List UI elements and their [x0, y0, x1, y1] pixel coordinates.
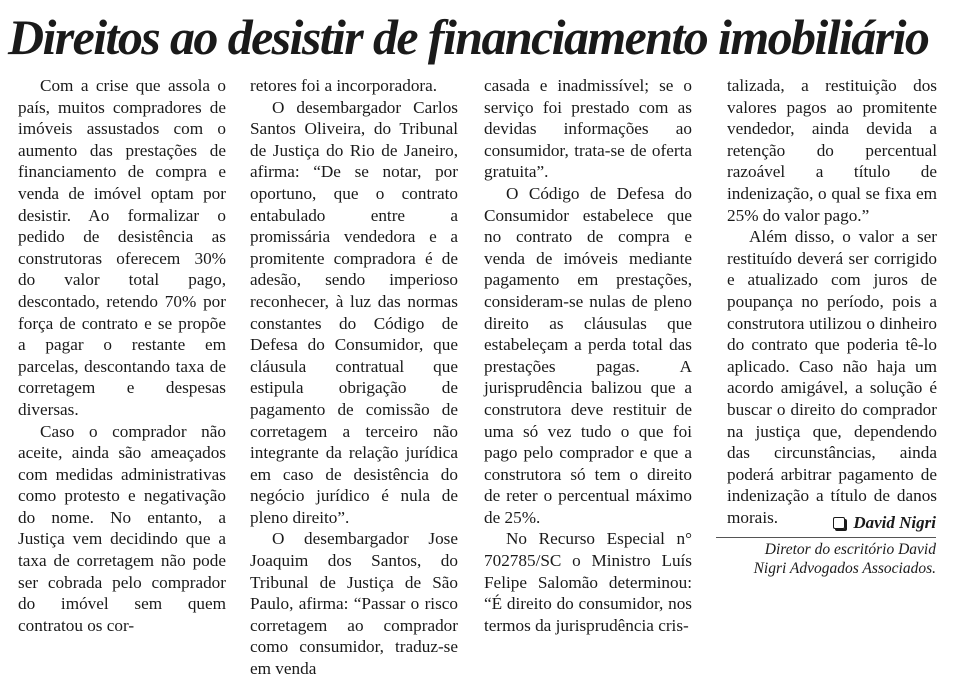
paragraph-continuation: talizada, a restituição dos valores pagos ao promitente vendedor, ainda devida a retenção do percentual razoável a título de indenização, o qual se fixa em 25% do valor pago.” [727, 76, 937, 225]
author-signature [716, 512, 936, 578]
paragraph-continuation: casada e inadmissível; se o serviço foi prestado com as devidas informações ao consumidor, trata-se de oferta gratuita”. [484, 76, 692, 182]
paragraph: Com a crise que assola o país, muitos compradores de imóveis assustados com o aumento das prestações de financiamento de compra e venda de imóvel optam por desistir. Ao formalizar o pedido de desistência as construtoras oferecem 30% do valor total pago, descontado, retendo 70% por força de contrato e se propõe a pagar o restante em parcelas, descontando taxa de corretagem e despesas diversas. [18, 76, 226, 419]
paragraph: O Código de Defesa do Consumidor estabelece que no contrato de compra e venda de imóveis mediante pagamento em prestações, consideram-se nulas de pleno direito as cláusulas que estabeleçam a perda total das prestações pagas. A jurisprudência balizou que a construtora deve restituir de uma só vez tudo o que foi pago pelo comprador e que a construtora só tem o direito de reter o percentual máximo de 25%. [484, 183, 692, 527]
article-column-4 [727, 75, 937, 528]
paragraph: O desembargador Jose Joaquim dos Santos, do Tribunal de Justiça de São Paulo, afirma: “Passar o risco corretagem ao comprador como consumidor, traduz-se em venda [250, 529, 458, 679]
article-headline: Direitos ao desistir de financiamento imobiliário [8, 9, 929, 65]
article-column-3 [484, 75, 692, 636]
author-title-line-2: Nigri Advogados Associados. [753, 560, 936, 577]
checkbox-bullet-icon [833, 517, 845, 529]
author-title [716, 537, 936, 578]
paragraph: No Recurso Especial n° 702785/SC o Ministro Luís Felipe Salomão determinou: “É direito do consumidor, nos termos da jurisprudência cris- [484, 529, 692, 635]
author-name-line [716, 512, 936, 534]
paragraph: Além disso, o valor a ser restituído deverá ser corrigido e atualizado com juros de poupança no período, pois a construtora utilizou o dinheiro do contrato que poderia tê-lo aplicado. Caso não haja um acordo amigável, a solução é buscar o direito do comprador na justiça que, dependendo das circunstâncias, ainda poderá arbitrar pagamento de indenização a título de danos morais. [727, 227, 937, 527]
paragraph: Caso o comprador não aceite, ainda são ameaçados com medidas administrativas como protesto e negativação do nome. No entanto, a Justiça vem decidindo que a taxa de corretagem não pode ser cobrada pelo comprador do imóvel sem quem contratou os cor- [18, 421, 226, 635]
paragraph: O desembargador Carlos Santos Oliveira, do Tribunal de Justiça do Rio de Janeiro, afirma: “De se notar, por oportuno, que o contrato entabulado entre a promissária vendedora e a promitente compradora é de adesão, sendo imperioso reconhecer, à luz das normas constantes do Código de Defesa do Consumidor, que cláusula contratual que estipula obrigação de pagamento de comissão de corretagem a terceiro não integrante da relação jurídica em caso de desistência do negócio jurídico é nula de pleno direito”. [250, 97, 458, 527]
article-column-1 [18, 75, 226, 636]
paragraph-continuation: retores foi a incorporadora. [250, 76, 438, 95]
author-name: David Nigri [853, 513, 936, 532]
author-title-line-1: Diretor do escritório David [764, 541, 936, 558]
